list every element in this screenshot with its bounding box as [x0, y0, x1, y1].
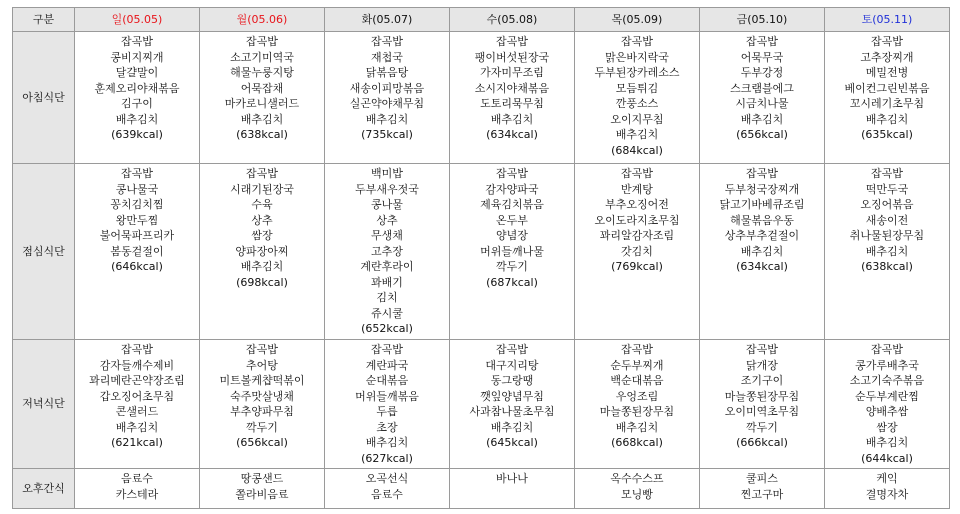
menu-item: 배추김치 — [865, 244, 909, 258]
menu-item: 소고기미역국 — [230, 50, 294, 64]
menu-item: 모듬튀김 — [615, 81, 659, 95]
menu-item: 잡곡밥 — [371, 343, 403, 356]
menu-item: 양파장아찌 — [235, 244, 289, 258]
menu-item: 오이지무침 — [610, 112, 664, 126]
menu-item: 쌈장 — [251, 229, 273, 242]
menu-item: 취나물된장무침 — [849, 229, 925, 242]
menu-item: 무생채 — [371, 229, 403, 242]
menu-item: (634kcal) — [486, 128, 538, 141]
menu-item: 대구지리탕 — [485, 358, 539, 372]
menu-cell — [700, 32, 825, 164]
menu-item: (687kcal) — [486, 275, 538, 289]
menu-item: 쥬시쿨 — [371, 306, 403, 320]
menu-item: 잡곡밥 — [246, 167, 278, 180]
menu-item: 콩나물국 — [115, 182, 159, 196]
menu-item: 잡곡밥 — [121, 35, 153, 48]
menu-item: 잡곡밥 — [746, 35, 778, 48]
menu-item: 상추부추겉절이 — [724, 229, 800, 242]
menu-item: 깻잎양념무침 — [480, 389, 544, 403]
menu-item: 상추 — [251, 213, 273, 227]
menu-item: 깐풍소스 — [615, 97, 659, 110]
menu-item: 잡곡밥 — [871, 167, 903, 180]
menu-cell — [75, 469, 200, 509]
menu-item: 갑오징어초무침 — [99, 389, 175, 403]
menu-item: 배추김치 — [865, 436, 909, 449]
menu-item: 부추오징어전 — [605, 198, 669, 211]
menu-item: 찐고구마 — [740, 487, 784, 501]
menu-item: 반계탕 — [621, 182, 653, 196]
menu-item: 양배추쌈 — [865, 405, 909, 418]
menu-item: 모닝빵 — [621, 487, 653, 501]
menu-item: 결명자차 — [865, 487, 909, 501]
menu-item: 배추김치 — [490, 420, 534, 434]
menu-item: 꽈리메란곤약장조림 — [89, 374, 185, 387]
menu-cell — [700, 340, 825, 469]
menu-cell — [825, 469, 950, 509]
menu-item: 양념장 — [496, 229, 528, 242]
menu-item: 배추김치 — [240, 260, 284, 273]
menu-cell — [575, 340, 700, 469]
header-day-sun: 일(05.05) — [75, 8, 200, 32]
menu-cell — [700, 164, 825, 340]
menu-item: 고추장찌개 — [860, 50, 914, 64]
header-day-fri: 금(05.10) — [700, 8, 825, 32]
menu-item: 숙주맛살냉채 — [230, 389, 294, 403]
menu-item: 잡곡밥 — [121, 167, 153, 180]
menu-item: 잡곡밥 — [496, 167, 528, 180]
menu-item: 소시지야채볶음 — [474, 81, 550, 95]
menu-item: 배추김치 — [740, 244, 784, 258]
menu-item: 배추김치 — [240, 112, 284, 126]
menu-item: 어묵잡채 — [240, 81, 284, 95]
menu-cell — [200, 469, 325, 509]
menu-cell — [200, 32, 325, 164]
menu-item: (735kcal) — [361, 128, 413, 141]
menu-item: 배추김치 — [115, 112, 159, 126]
menu-item: 추어탕 — [246, 358, 278, 372]
menu-item: 잡곡밥 — [621, 343, 653, 356]
menu-item: 감자양파국 — [485, 182, 539, 196]
menu-item: 잡곡밥 — [121, 343, 153, 356]
menu-item: 배추김치 — [115, 420, 159, 434]
meal-row-snack — [13, 469, 950, 509]
menu-item: 온두부 — [496, 213, 528, 227]
menu-item: 잡곡밥 — [871, 343, 903, 356]
menu-cell — [75, 32, 200, 164]
menu-item: 달걀말이 — [115, 66, 159, 79]
menu-item: 시금치나물 — [735, 97, 789, 110]
menu-item: 두부새우젓국 — [355, 182, 419, 196]
menu-item: 배추김치 — [490, 112, 534, 126]
menu-item: (668kcal) — [611, 436, 663, 449]
menu-item: 배추김치 — [615, 128, 659, 141]
meal-row-breakfast — [13, 32, 950, 164]
menu-item: 머위들깨볶음 — [355, 389, 419, 403]
menu-item: 잡곡밥 — [246, 343, 278, 356]
menu-item: 배추김치 — [740, 112, 784, 126]
menu-item: 땅콩샌드 — [240, 472, 284, 485]
menu-item: 잡곡밥 — [621, 167, 653, 180]
menu-item: 재첩국 — [371, 50, 403, 64]
menu-item: 마카로니샐러드 — [224, 97, 300, 110]
menu-item: 베이컨그린빈볶음 — [844, 81, 930, 95]
menu-item: (656kcal) — [236, 436, 288, 449]
menu-item: 콩나물 — [371, 198, 403, 211]
menu-item: 배추김치 — [365, 436, 409, 449]
menu-item: 감자들깨수제비 — [99, 358, 175, 372]
menu-item: 가자미무조림 — [480, 66, 544, 79]
menu-item: 쫄라비음료 — [235, 487, 289, 501]
menu-item: 콩비지찌개 — [110, 50, 164, 64]
menu-item: 꼬시레기초무침 — [849, 97, 925, 110]
menu-cell — [825, 32, 950, 164]
menu-item: 훈제오리야채볶음 — [94, 81, 180, 95]
menu-item: 오이미역초무침 — [724, 405, 800, 418]
menu-cell — [450, 340, 575, 469]
menu-item: 사과참나물초무침 — [469, 405, 555, 418]
menu-item: 깍두기 — [496, 260, 528, 273]
header-day-sat: 토(05.11) — [825, 8, 950, 32]
menu-item: 카스테라 — [115, 487, 159, 501]
menu-cell — [75, 164, 200, 340]
menu-item: (646kcal) — [111, 260, 163, 273]
menu-item: 봄동겉절이 — [110, 244, 164, 258]
menu-item: 순대볶음 — [365, 374, 409, 387]
menu-item: 실곤약야채무침 — [349, 97, 425, 110]
menu-item: 케익 — [876, 472, 898, 485]
menu-item: 배추김치 — [865, 112, 909, 126]
menu-item: 제육김치볶음 — [480, 198, 544, 211]
menu-item: 두부강정 — [740, 66, 784, 79]
menu-item: 순두부계란찜 — [855, 389, 919, 403]
menu-item: 잡곡밥 — [871, 35, 903, 48]
menu-item: 쿨피스 — [746, 472, 778, 485]
menu-item: (644kcal) — [861, 451, 913, 465]
menu-item: 고추장 — [371, 244, 403, 258]
menu-cell — [325, 32, 450, 164]
menu-cell — [825, 164, 950, 340]
menu-item: 상추 — [376, 213, 398, 227]
menu-item: 김치 — [376, 291, 398, 304]
menu-item: 도토리묵무침 — [480, 97, 544, 110]
menu-cell — [575, 32, 700, 164]
menu-item: 백순대볶음 — [610, 374, 664, 387]
menu-item: (627kcal) — [361, 451, 413, 465]
menu-item: 소고기숙주볶음 — [849, 374, 925, 387]
menu-cell — [575, 469, 700, 509]
meal-label-breakfast: 아침식단 — [13, 32, 75, 164]
menu-item: 마늘쫑된장무침 — [599, 405, 675, 418]
menu-item: 닭볶음탕 — [365, 66, 409, 79]
menu-item: (666kcal) — [736, 436, 788, 449]
menu-item: 동그랑땡 — [490, 374, 534, 387]
menu-item: 갓김치 — [621, 244, 653, 258]
menu-item: 부추양파무침 — [230, 405, 294, 418]
menu-item: 김구이 — [121, 97, 153, 110]
menu-item: (638kcal) — [236, 128, 288, 141]
menu-item: 음료수 — [371, 487, 403, 501]
menu-cell — [75, 340, 200, 469]
menu-item: 콘샐러드 — [115, 405, 159, 418]
menu-cell — [325, 469, 450, 509]
menu-item: 백미밥 — [371, 167, 403, 180]
menu-cell — [825, 340, 950, 469]
menu-item: 왕만두찜 — [115, 213, 159, 227]
menu-item: 우엉조림 — [615, 389, 659, 403]
menu-item: 해물누룽지탕 — [230, 66, 294, 79]
menu-item: (634kcal) — [736, 260, 788, 273]
menu-item: 계란파국 — [365, 358, 409, 372]
menu-item: 잡곡밥 — [746, 343, 778, 356]
menu-item: 닭고기바베큐조림 — [719, 198, 805, 211]
menu-item: 떡만두국 — [865, 182, 909, 196]
menu-item: 팽이버섯된장국 — [474, 50, 550, 64]
menu-item: 깍두기 — [746, 420, 778, 434]
meal-label-dinner: 저녁식단 — [13, 340, 75, 469]
menu-item: 두릅 — [376, 405, 398, 418]
menu-cell — [325, 340, 450, 469]
menu-item: 초장 — [376, 420, 398, 434]
menu-item: 어묵무국 — [740, 50, 784, 64]
menu-item: 음료수 — [121, 472, 153, 485]
menu-item: 쌈장 — [876, 420, 898, 434]
meal-row-lunch — [13, 164, 950, 340]
menu-item: 수육 — [251, 198, 273, 211]
menu-item: (656kcal) — [736, 128, 788, 141]
menu-item: 바나나 — [496, 472, 528, 485]
header-day-wed: 수(05.08) — [450, 8, 575, 32]
menu-item: 꽁치김치찜 — [110, 198, 164, 211]
header-row — [13, 8, 950, 32]
menu-item: 불어묵파프리카 — [99, 229, 175, 242]
menu-item: 옥수수스프 — [610, 472, 664, 485]
menu-item: 콩가루배추국 — [855, 358, 919, 372]
header-day-thu: 목(05.09) — [575, 8, 700, 32]
menu-item: 조기구이 — [740, 374, 784, 387]
menu-item: 잡곡밥 — [246, 35, 278, 48]
menu-item: (639kcal) — [111, 128, 163, 141]
menu-item: 배추김치 — [365, 112, 409, 126]
menu-item: (645kcal) — [486, 436, 538, 449]
menu-item: (684kcal) — [611, 143, 663, 157]
menu-item: 시래기된장국 — [230, 182, 294, 196]
menu-item: (621kcal) — [111, 436, 163, 449]
header-day-mon: 월(05.06) — [200, 8, 325, 32]
menu-cell — [450, 32, 575, 164]
menu-item: 미트볼케챱떡볶이 — [219, 374, 305, 387]
menu-item: 맑은바지락국 — [605, 50, 669, 64]
meal-row-dinner — [13, 340, 950, 469]
menu-item: 깍두기 — [246, 420, 278, 434]
menu-cell — [200, 164, 325, 340]
menu-cell — [450, 469, 575, 509]
menu-item: (635kcal) — [861, 128, 913, 141]
menu-item: 오이도라지초무침 — [594, 213, 680, 227]
menu-item: 새송이전 — [865, 213, 909, 227]
menu-item: 닭개장 — [746, 358, 778, 372]
menu-item: 배추김치 — [615, 420, 659, 434]
meal-label-lunch: 점심식단 — [13, 164, 75, 340]
menu-item: 오징어볶음 — [860, 198, 914, 211]
menu-item: 꽈배기 — [371, 275, 403, 289]
menu-cell — [450, 164, 575, 340]
menu-item: 잡곡밥 — [496, 343, 528, 356]
menu-cell — [700, 469, 825, 509]
menu-item: 꽈리알감자조림 — [599, 229, 675, 242]
menu-item: 오곡선식 — [365, 472, 409, 485]
menu-item: 순두부찌개 — [610, 358, 664, 372]
meal-label-snack: 오후간식 — [13, 469, 75, 509]
menu-item: 두부청국장찌개 — [724, 182, 800, 196]
weekly-meal-table — [12, 7, 950, 509]
meal-menu-container — [12, 7, 950, 509]
menu-item: 메밀전병 — [865, 66, 909, 79]
menu-item: 해물볶음우동 — [730, 213, 794, 227]
menu-item: 새송이피망볶음 — [349, 81, 425, 95]
menu-item: 잡곡밥 — [746, 167, 778, 180]
menu-item: 두부된장카레소스 — [594, 66, 680, 79]
menu-item: (769kcal) — [611, 260, 663, 273]
menu-item: 마늘쫑된장무침 — [724, 389, 800, 403]
header-day-tue: 화(05.07) — [325, 8, 450, 32]
header-category: 구분 — [13, 8, 75, 32]
menu-item: 잡곡밥 — [371, 35, 403, 48]
menu-cell — [325, 164, 450, 340]
menu-item: 잡곡밥 — [621, 35, 653, 48]
menu-cell — [575, 164, 700, 340]
menu-item: 잡곡밥 — [496, 35, 528, 48]
menu-item: (638kcal) — [861, 260, 913, 273]
menu-item: (698kcal) — [236, 275, 288, 289]
menu-item: 스크램블에그 — [730, 81, 794, 95]
menu-cell — [200, 340, 325, 469]
menu-item: 계란후라이 — [360, 260, 414, 273]
menu-item: 머위들깨나물 — [480, 244, 544, 258]
menu-item: (652kcal) — [361, 322, 413, 335]
